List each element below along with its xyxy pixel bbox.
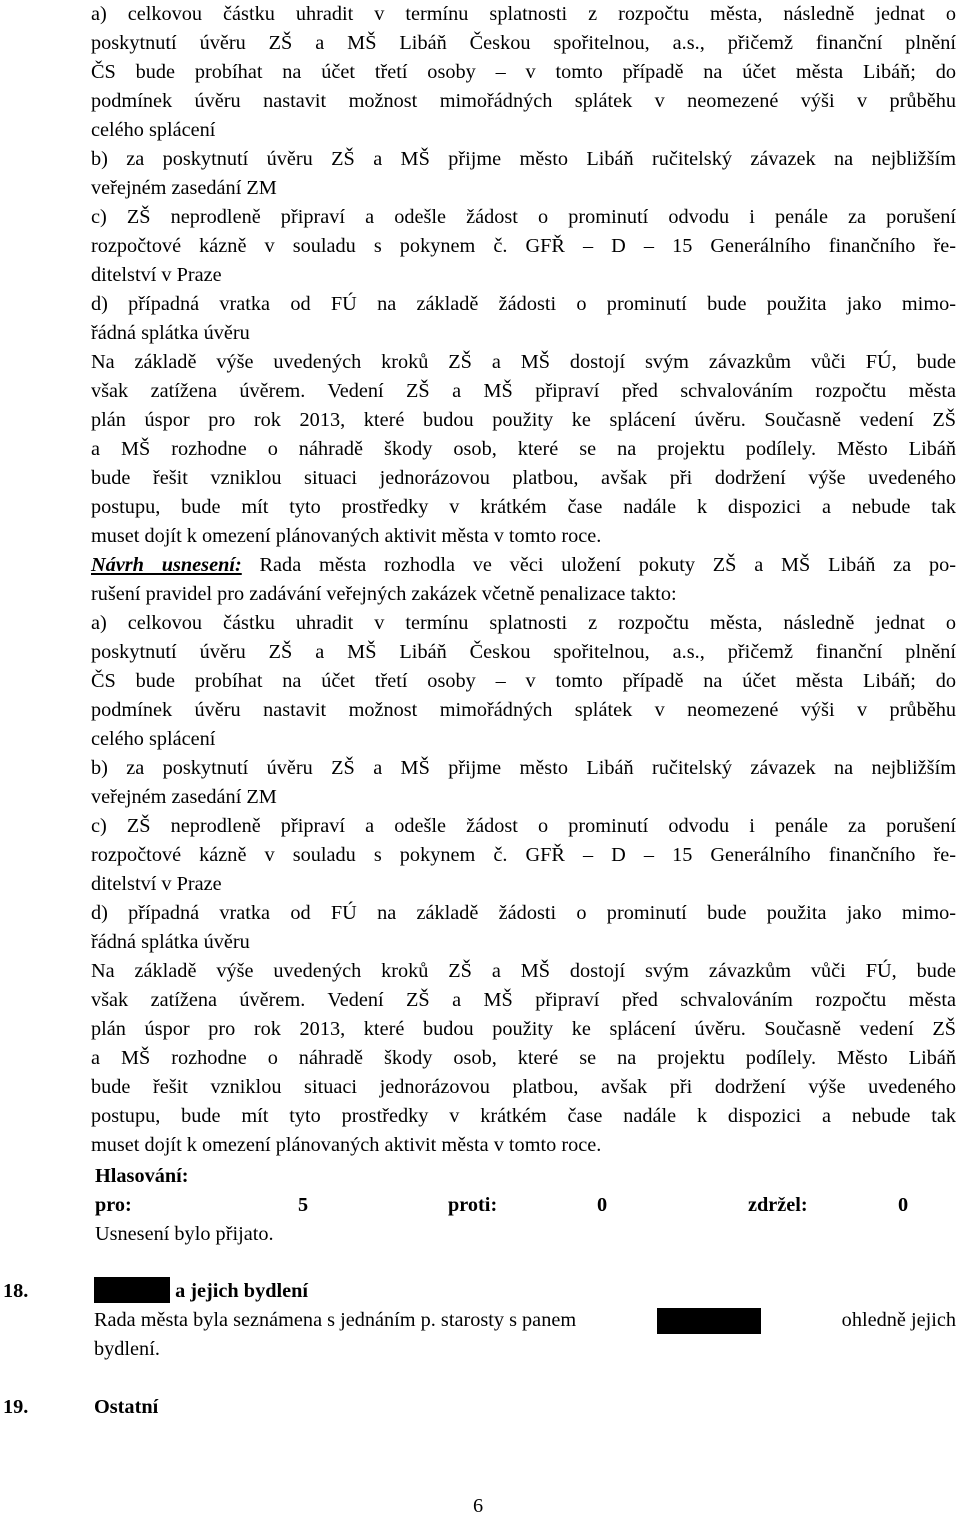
proposal-label: Návrh usnesení: — [91, 554, 242, 576]
vote-against-label: proti: — [448, 1194, 498, 1216]
text-line: c) ZŠ neprodleně připraví a odešle žádost o prominutí odvodu i penále za porušení — [91, 206, 956, 228]
section-18-text-after: ohledně jejich — [841, 1309, 956, 1331]
section-18-heading — [94, 1277, 308, 1306]
text-line: podmínek úvěru nastavit možnost mimořádných splátek v neomezené výši v průběhu — [91, 90, 956, 112]
section-18-number: 18. — [3, 1280, 29, 1302]
text-line: a MŠ rozhodne o náhradě škody osob, které se na projektu podílely. Město Libáň — [91, 438, 956, 460]
text-line: Na základě výše uvedených kroků ZŠ a MŠ dostojí svým závazkům vůči FÚ, bude — [91, 960, 956, 982]
text-line: plán úspor pro rok 2013, které budou použity ke splácení úvěru. Současně vedení ZŠ — [91, 1018, 956, 1040]
text-line: rušení pravidel pro zadávání veřejných zakázek včetně penalizace takto: — [91, 583, 677, 605]
text-line: veřejném zasedání ZM — [91, 786, 277, 808]
text-line: celého splácení — [91, 728, 216, 750]
page-number: 6 — [473, 1495, 484, 1517]
text-line: ČS bude probíhat na účet třetí osoby – v tomto případě na účet města Libáň; do — [91, 61, 956, 83]
section-18-title: a jejich bydlení — [175, 1280, 309, 1302]
text-line: b) za poskytnutí úvěru ZŠ a MŠ přijme město Libáň ručitelský závazek na nejbližším — [91, 148, 956, 170]
text-line: veřejném zasedání ZM — [91, 177, 277, 199]
text-line: rozpočtové kázně v souladu s pokynem č. GFŘ – D – 15 Generálního finančního ře- — [91, 235, 956, 257]
text-line: ČS bude probíhat na účet třetí osoby – v tomto případě na účet města Libáň; do — [91, 670, 956, 692]
text-line: a) celkovou částku uhradit v termínu splatnosti z rozpočtu města, následně jednat o — [91, 3, 956, 25]
text-line: a) celkovou částku uhradit v termínu splatnosti z rozpočtu města, následně jednat o — [91, 612, 956, 634]
text-line: podmínek úvěru nastavit možnost mimořádných splátek v neomezené výši v průběhu — [91, 699, 956, 721]
text-line: celého splácení — [91, 119, 216, 141]
vote-against-value: 0 — [597, 1194, 608, 1216]
section-19-number: 19. — [3, 1396, 29, 1418]
text-line: muset dojít k omezení plánovaných aktivit města v tomto roce. — [91, 525, 602, 547]
vote-pro-label: pro: — [95, 1194, 132, 1216]
proposal-line — [91, 551, 956, 580]
text-line: muset dojít k omezení plánovaných aktivit města v tomto roce. — [91, 1134, 602, 1156]
vote-heading: Hlasování: — [95, 1165, 189, 1187]
text-line: d) případná vratka od FÚ na základě žádosti o prominutí bude použita jako mimo- — [91, 902, 956, 924]
text-line: bude řešit vzniklou situaci jednorázovou platbou, avšak při dodržení výše uvedeného — [91, 467, 956, 489]
text-line: řádná splátka úvěru — [91, 931, 250, 953]
text-line: Na základě výše uvedených kroků ZŠ a MŠ dostojí svým závazkům vůči FÚ, bude — [91, 351, 956, 373]
redacted-name — [657, 1308, 761, 1334]
section-18-text-line — [94, 1306, 956, 1335]
section-18-text-before: Rada města byla seznámena s jednáním p. starosty s panem — [94, 1309, 577, 1331]
text-line: ditelství v Praze — [91, 873, 222, 895]
section-18-text-line2: bydlení. — [94, 1338, 160, 1360]
text-line: bude řešit vzniklou situaci jednorázovou platbou, avšak při dodržení výše uvedeného — [91, 1076, 956, 1098]
text-line: poskytnutí úvěru ZŠ a MŠ Libáň Českou spořitelnou, a.s., přičemž finanční plnění — [91, 641, 956, 663]
text-line: řádná splátka úvěru — [91, 322, 250, 344]
text-line: však zatížena úvěrem. Vedení ZŠ a MŠ připraví před schvalováním rozpočtu města — [91, 989, 956, 1011]
vote-abstain-label: zdržel: — [748, 1194, 808, 1216]
proposal-text: Rada města rozhodla ve věci uložení pokuty ZŠ a MŠ Libáň za po- — [241, 554, 956, 576]
redacted-name — [94, 1277, 170, 1303]
text-line: poskytnutí úvěru ZŠ a MŠ Libáň Českou spořitelnou, a.s., přičemž finanční plnění — [91, 32, 956, 54]
text-line: d) případná vratka od FÚ na základě žádosti o prominutí bude použita jako mimo- — [91, 293, 956, 315]
vote-pro-value: 5 — [298, 1194, 309, 1216]
section-19-title: Ostatní — [94, 1396, 159, 1418]
text-line: b) za poskytnutí úvěru ZŠ a MŠ přijme město Libáň ručitelský závazek na nejbližším — [91, 757, 956, 779]
text-line: ditelství v Praze — [91, 264, 222, 286]
text-line: postupu, bude mít tyto prostředky v krátkém čase nadále k dispozici a nebude tak — [91, 1105, 956, 1127]
text-line: c) ZŠ neprodleně připraví a odešle žádost o prominutí odvodu i penále za porušení — [91, 815, 956, 837]
text-line: však zatížena úvěrem. Vedení ZŠ a MŠ připraví před schvalováním rozpočtu města — [91, 380, 956, 402]
text-line: plán úspor pro rok 2013, které budou použity ke splácení úvěru. Současně vedení ZŠ — [91, 409, 956, 431]
text-line: rozpočtové kázně v souladu s pokynem č. GFŘ – D – 15 Generálního finančního ře- — [91, 844, 956, 866]
text-line: a MŠ rozhodne o náhradě škody osob, které se na projektu podílely. Město Libáň — [91, 1047, 956, 1069]
vote-result: Usnesení bylo přijato. — [95, 1223, 274, 1245]
vote-abstain-value: 0 — [898, 1194, 909, 1216]
text-line: postupu, bude mít tyto prostředky v krátkém čase nadále k dispozici a nebude tak — [91, 496, 956, 518]
